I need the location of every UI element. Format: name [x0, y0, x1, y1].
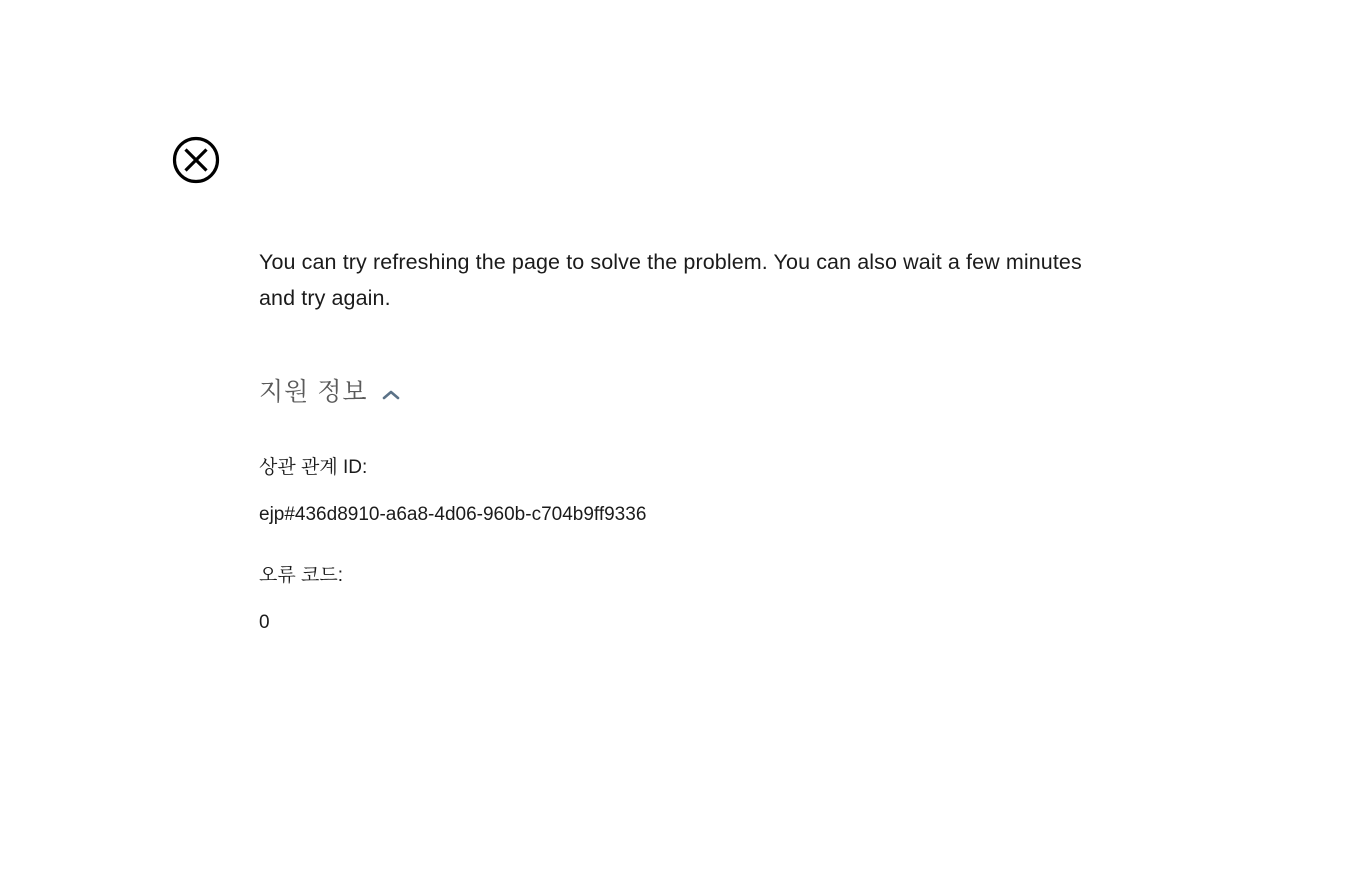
error-message: You can try refreshing the page to solve the problem. You can also wait a few minutes and try again.	[259, 249, 1082, 310]
error-circle-x-icon	[171, 135, 221, 185]
error-code-value: 0	[259, 612, 270, 633]
correlation-id-value: ejp#436d8910-a6a8-4d06-960b-c704b9ff9336	[259, 504, 647, 525]
support-info-heading: 지원 정보	[259, 378, 368, 406]
error-code-block	[259, 561, 343, 638]
support-info-section-header[interactable]	[259, 375, 400, 409]
chevron-up-icon[interactable]	[382, 388, 400, 402]
correlation-id-block	[259, 453, 646, 530]
correlation-id-label: 상관 관계 ID:	[259, 457, 368, 478]
error-code-label: 오류 코드:	[259, 565, 343, 586]
